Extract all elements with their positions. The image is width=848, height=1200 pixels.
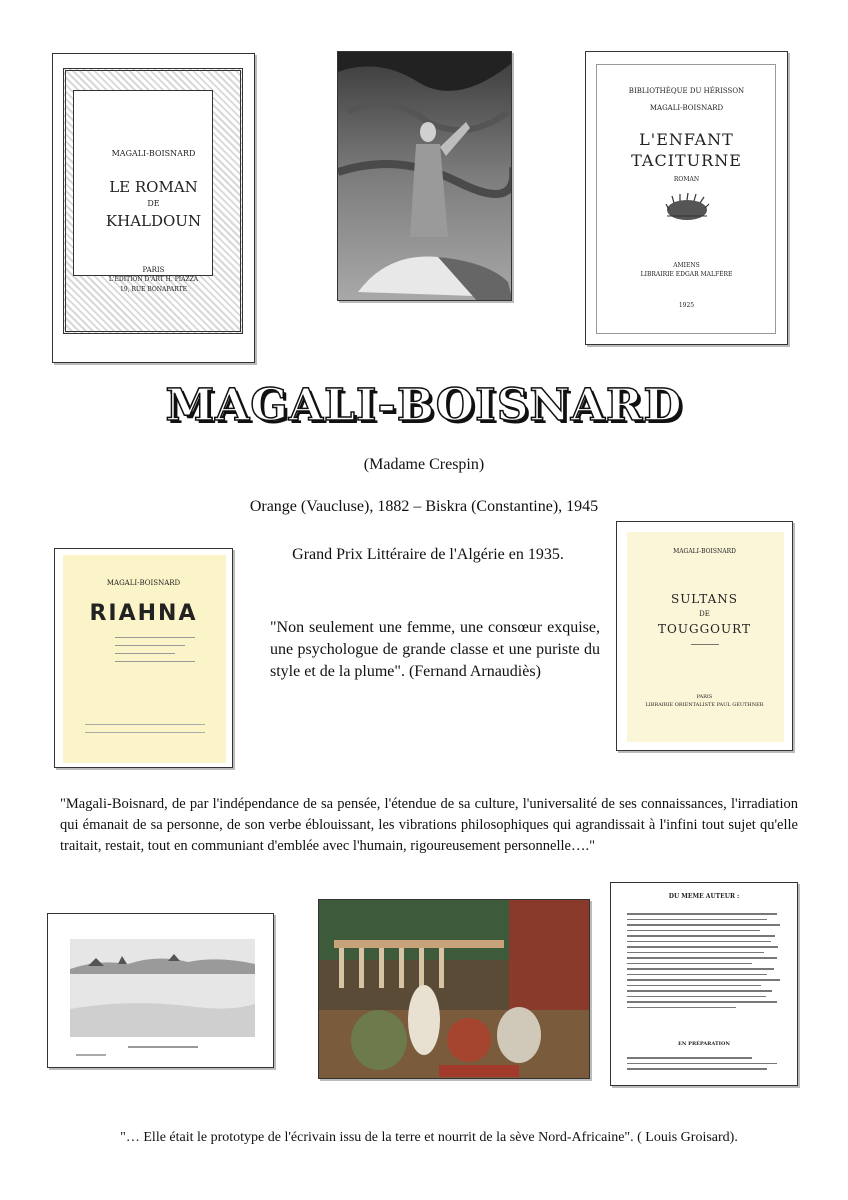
cover-publisher: LIBRAIRIE ORIENTALISTE PAUL GEUTHNER xyxy=(645,702,764,708)
cover-title-line2: TACITURNE xyxy=(631,151,742,170)
list-header: DU MEME AUTEUR : xyxy=(668,893,740,900)
list-line xyxy=(627,979,780,981)
cover-title-line1: SULTANS xyxy=(670,592,739,606)
list-line xyxy=(627,946,778,948)
cover-title: RIAHNA xyxy=(89,601,198,626)
list-line xyxy=(627,968,774,970)
cover-text-line xyxy=(115,653,175,654)
cover-title-line1: L'ENFANT xyxy=(639,130,734,149)
list-line xyxy=(627,1001,777,1003)
list-prep-header: EN PRÉPARATION xyxy=(678,1041,730,1047)
page-title: MAGALI-BOISNARD xyxy=(165,380,683,431)
hedgehog-icon xyxy=(664,192,710,222)
desert-image xyxy=(48,914,274,1068)
cover-title-line3: TOUGGOURT xyxy=(658,622,751,636)
cover-author: MAGALI-BOISNARD xyxy=(111,149,196,158)
cover-page xyxy=(627,532,784,742)
cover-le-roman-de-khaldoun xyxy=(52,53,255,363)
cover-l-enfant-taciturne xyxy=(585,51,788,345)
list-line xyxy=(627,1063,777,1065)
cover-title-line1: LE ROMAN xyxy=(109,178,198,196)
cover-sultans-de-touggourt xyxy=(616,521,793,751)
list-line xyxy=(627,985,761,987)
list-line xyxy=(627,1068,767,1070)
list-line xyxy=(627,913,777,915)
cover-riahna xyxy=(54,548,233,768)
cover-title-line2: DE xyxy=(147,199,160,208)
cover-author: MAGALI-BOISNARD xyxy=(649,104,724,112)
cover-publisher: L'EDITION D'ART H. PIAZZA xyxy=(108,276,199,283)
list-line xyxy=(627,941,771,943)
cover-text-line xyxy=(115,637,195,638)
cover-title-line2: DE xyxy=(699,610,710,618)
life-dates: Orange (Vaucluse), 1882 – Biskra (Constantine), 1945 xyxy=(249,498,599,515)
list-line xyxy=(627,930,760,932)
cover-author: MAGALI-BOISNARD xyxy=(106,579,181,587)
photo-women-on-terrace xyxy=(318,899,590,1079)
list-line xyxy=(627,924,780,926)
list-du-meme-auteur xyxy=(610,882,798,1086)
cover-text-line xyxy=(85,732,205,733)
list-lines xyxy=(627,909,783,1012)
list-line xyxy=(627,990,772,992)
list-line xyxy=(627,963,752,965)
cover-text-line xyxy=(115,645,185,646)
list-line xyxy=(627,952,764,954)
photo-desert-postcard xyxy=(47,913,274,1068)
prize-line: Grand Prix Littéraire de l'Algérie en 1935. xyxy=(292,546,564,563)
list-line xyxy=(627,957,777,959)
cover-place: PARIS xyxy=(696,694,713,700)
quote-long: "Magali-Boisnard, de par l'indépendance de sa pensée, l'étendue de sa culture, l'universalité de ses connaissances, l'irradiation qui émanait de sa personne, de son verbe éblouissant, les vibrations philosophiques qui agrandissait à l'infini tout sujet qu'elle traitait, restait, tout en communiant d'emblée avec l'humain, rigoureusement personnelle…." xyxy=(60,796,798,854)
cover-place: AMIENS xyxy=(673,262,700,269)
cover-text-line xyxy=(85,724,205,725)
cover-series: BIBLIOTHÈQUE DU HÉRISSON xyxy=(628,87,745,95)
cover-publisher: LIBRAIRIE EDGAR MALFÈRE xyxy=(640,271,733,278)
quote-arnaudies: "Non seulement une femme, une consœur exquise, une psychologue de grande classe et une puriste du style et de la plume". (Fernand Arnaudiès) xyxy=(270,619,600,680)
list-line xyxy=(627,996,766,998)
list-line xyxy=(627,974,767,976)
list-line xyxy=(627,1007,736,1009)
page-subtitle: (Madame Crespin) xyxy=(363,456,485,473)
photo-woman-image xyxy=(338,52,512,301)
cover-year: 1925 xyxy=(678,302,695,309)
cover-title-line3: KHALDOUN xyxy=(105,212,202,230)
cover-text-line xyxy=(115,661,195,662)
list-prep-lines xyxy=(627,1053,783,1074)
photo-woman-in-forest xyxy=(337,51,512,301)
list-line xyxy=(627,1057,752,1059)
cover-address: 19, RUE BONAPARTE xyxy=(120,286,187,293)
cover-rule xyxy=(691,644,719,645)
quote-groisard: "… Elle était le prototype de l'écrivain issu de la terre et nourrit de la sève Nord-Africaine". ( Louis Groisard). xyxy=(120,1130,738,1145)
cover-author: MAGALI-BOISNARD xyxy=(673,548,736,555)
list-line xyxy=(627,919,767,921)
cover-genre: ROMAN xyxy=(673,176,700,183)
terrace-image xyxy=(319,900,590,1079)
cover-place: PARIS xyxy=(142,266,165,274)
list-line xyxy=(627,935,775,937)
